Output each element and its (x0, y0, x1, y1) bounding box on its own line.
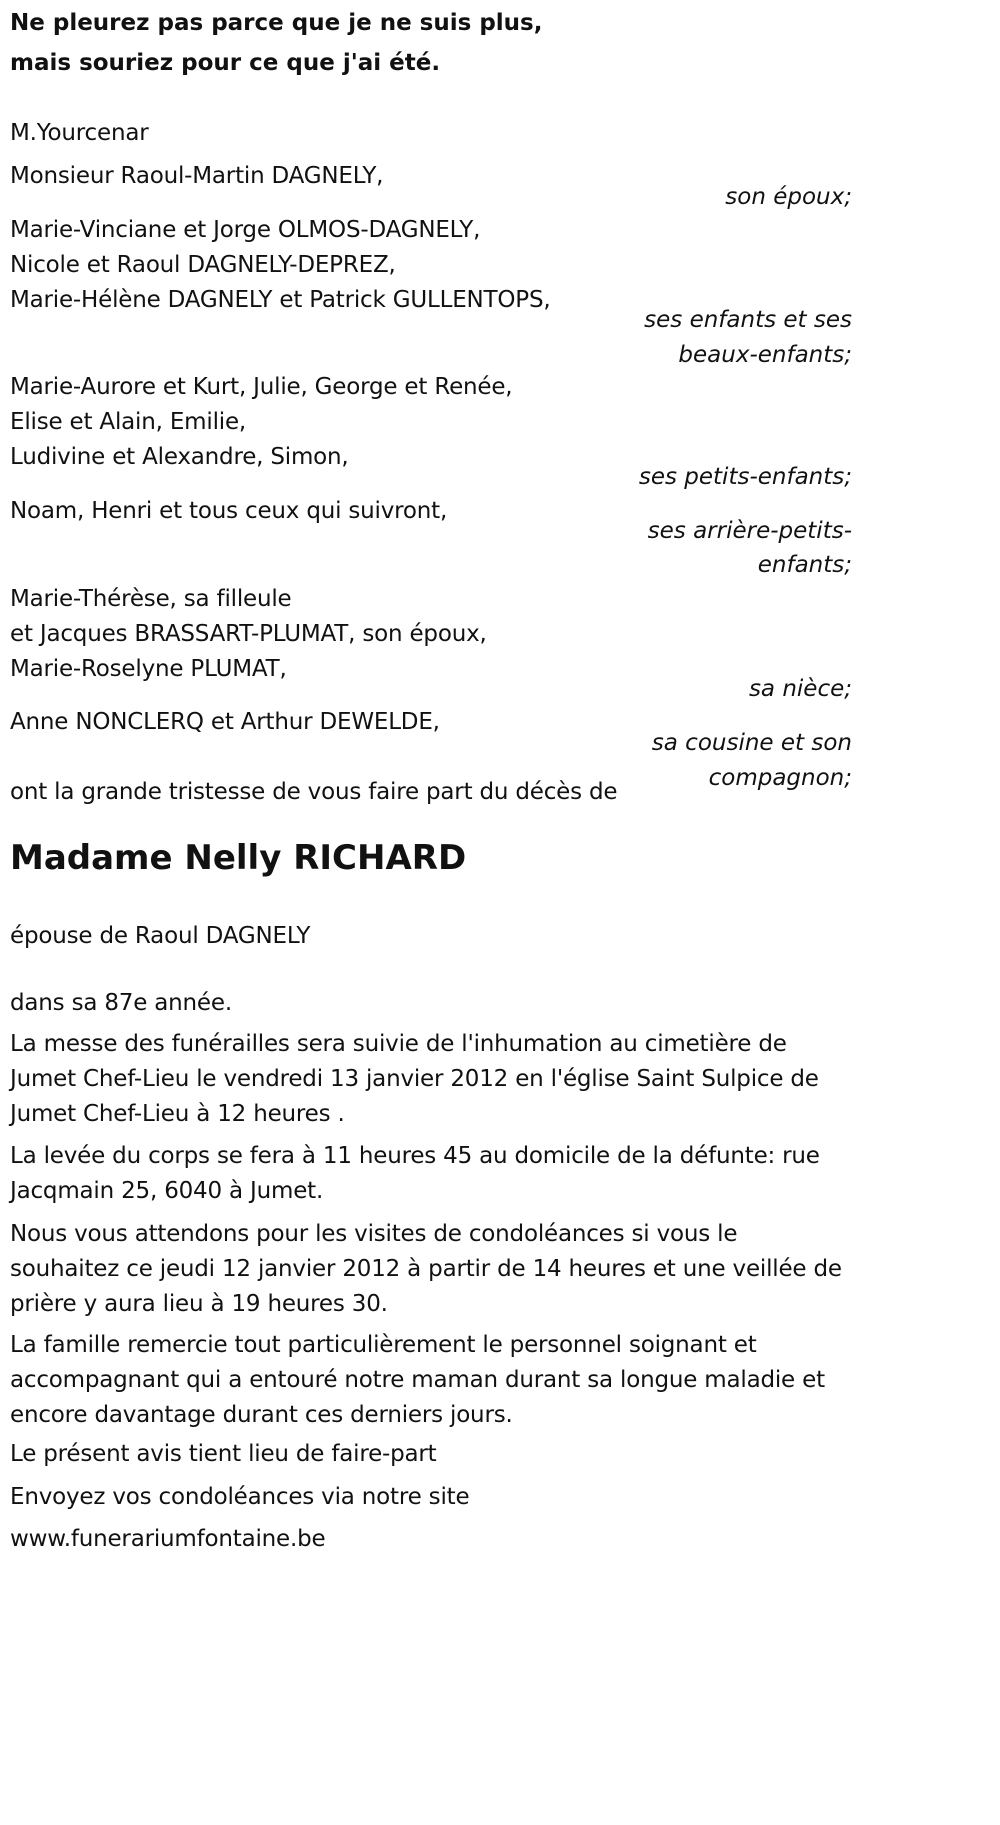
spouse-relation: son époux; (725, 184, 852, 210)
spouse-name: Monsieur Raoul-Martin DAGNELY, (10, 163, 384, 189)
visits-line: prière y aura lieu à 19 heures 30. (10, 1291, 388, 1317)
funeral-paragraph (10, 1027, 860, 1132)
child-line: Nicole et Raoul DAGNELY-DEPREZ, (10, 252, 396, 278)
cousin-relation-line-1: sa cousine et son (651, 730, 852, 756)
quote-author: M.Yourcenar (10, 120, 149, 146)
levee-paragraph (10, 1139, 860, 1209)
visits-line: Nous vous attendons pour les visites de condoléances si vous le (10, 1221, 738, 1247)
cousin-line: Anne NONCLERQ et Arthur DEWELDE, (10, 709, 440, 735)
notice-text: Le présent avis tient lieu de faire-part (10, 1441, 437, 1467)
deceased-name: Madame Nelly RICHARD (10, 838, 467, 878)
grandchildren-relation: ses petits-enfants; (638, 464, 852, 490)
child-line: Marie-Vinciane et Jorge OLMOS-DAGNELY, (10, 217, 481, 243)
thanks-line: accompagnant qui a entouré notre maman durant sa longue maladie et (10, 1367, 825, 1393)
niece-relation: sa nièce; (748, 676, 852, 702)
great-grandchildren-relation-line-1: ses arrière-petits- (647, 518, 852, 544)
funeral-line: Jumet Chef-Lieu à 12 heures . (10, 1101, 345, 1127)
grandchild-line: Marie-Aurore et Kurt, Julie, George et Renée, (10, 374, 513, 400)
deceased-spouse-of: épouse de Raoul DAGNELY (10, 923, 311, 949)
thanks-line: encore davantage durant ces derniers jours. (10, 1402, 513, 1428)
thanks-line: La famille remercie tout particulièrement le personnel soignant et (10, 1332, 757, 1358)
funeral-line: Jumet Chef-Lieu le vendredi 13 janvier 2012 en l'église Saint Sulpice de (10, 1066, 819, 1092)
cousin-relation-line-2: compagnon; (708, 765, 852, 791)
grandchild-line: Ludivine et Alexandre, Simon, (10, 444, 349, 470)
thanks-paragraph (10, 1328, 860, 1433)
child-line: Marie-Hélène DAGNELY et Patrick GULLENTOPS, (10, 287, 551, 313)
niece-line: et Jacques BRASSART-PLUMAT, son époux, (10, 621, 487, 647)
great-grandchild-line: Noam, Henri et tous ceux qui suivront, (10, 498, 448, 524)
quote-line-2: mais souriez pour ce que j'ai été. (10, 50, 441, 76)
announcement: ont la grande tristesse de vous faire part du décès de (10, 779, 618, 805)
levee-line: Jacqmain 25, 6040 à Jumet. (10, 1178, 324, 1204)
visits-paragraph (10, 1217, 860, 1322)
deceased-age: dans sa 87e année. (10, 990, 232, 1016)
visits-line: souhaitez ce jeudi 12 janvier 2012 à partir de 14 heures et une veillée de (10, 1256, 842, 1282)
quote-line-1: Ne pleurez pas parce que je ne suis plus, (10, 10, 543, 36)
great-grandchildren-relation-line-2: enfants; (757, 552, 852, 578)
condolences-text: Envoyez vos condoléances via notre site (10, 1484, 470, 1510)
children-relation-line-2: beaux-enfants; (678, 342, 852, 368)
website-link[interactable]: www.funerariumfontaine.be (10, 1526, 326, 1552)
levee-line: La levée du corps se fera à 11 heures 45 au domicile de la défunte: rue (10, 1143, 820, 1169)
niece-line: Marie-Roselyne PLUMAT, (10, 656, 287, 682)
niece-line: Marie-Thérèse, sa filleule (10, 586, 292, 612)
funeral-line: La messe des funérailles sera suivie de l'inhumation au cimetière de (10, 1031, 787, 1057)
grandchild-line: Elise et Alain, Emilie, (10, 409, 247, 435)
children-relation-line-1: ses enfants et ses (644, 307, 852, 333)
